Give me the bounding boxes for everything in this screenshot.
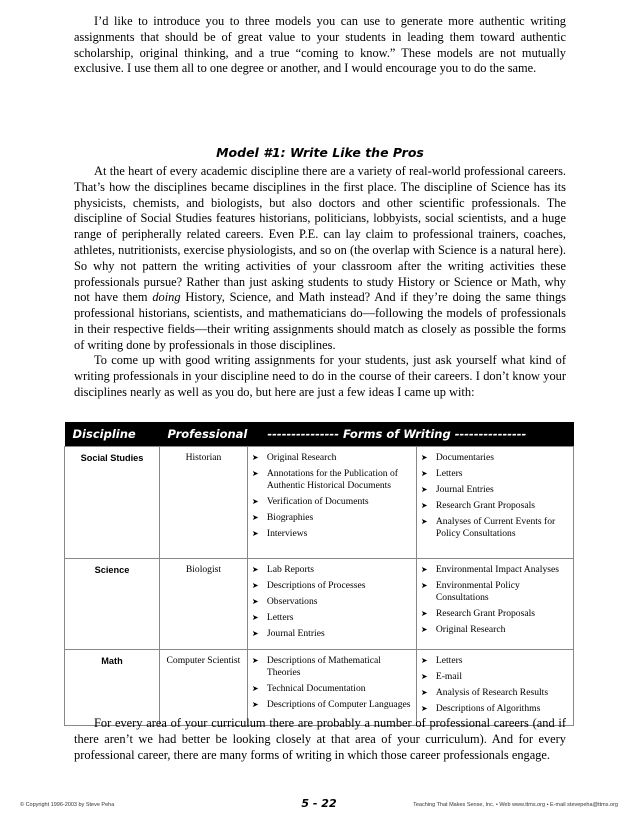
header-professional: Professional xyxy=(160,422,248,447)
list-item: ➤ Original Research xyxy=(252,452,412,464)
list-item: ➤ Letters xyxy=(421,468,569,480)
forms-list xyxy=(421,655,569,715)
list-item: ➤ Interviews xyxy=(252,528,412,540)
forms-list xyxy=(421,564,569,636)
table-row xyxy=(65,447,574,559)
cell-discipline: Math xyxy=(65,650,160,726)
header-forms-of-writing: --------------- Forms of Writing --------------- xyxy=(247,422,573,447)
list-item: ➤ Descriptions of Mathematical Theories xyxy=(252,655,412,679)
list-item: ➤ E-mail xyxy=(421,671,569,683)
list-item: ➤ Letters xyxy=(252,612,412,624)
list-item: ➤ Journal Entries xyxy=(252,628,412,640)
table-header-row xyxy=(65,422,574,447)
list-item: ➤ Technical Documentation xyxy=(252,683,412,695)
list-item: ➤ Biographies xyxy=(252,512,412,524)
forms-of-writing-table xyxy=(64,422,574,726)
list-item: ➤ Lab Reports xyxy=(252,564,412,576)
list-item: ➤ Analyses of Current Events for Policy Consultations xyxy=(421,516,569,540)
cell-professional: Computer Scientist xyxy=(160,650,248,726)
list-item: ➤ Environmental Impact Analyses xyxy=(421,564,569,576)
cell-discipline: Social Studies xyxy=(65,447,160,559)
body-paragraph-1 xyxy=(74,164,566,354)
list-item: ➤ Research Grant Proposals xyxy=(421,500,569,512)
body-paragraph-1-text: At the heart of every academic discipline there are a variety of real-world professional careers. That’s how the disciplines became disciplines in the first place. The discipline of Science has its physicists, chemists, and biologists, but also doctors and other scientific professionals. The discipline of Social Studies features historians, politicians, lobbyists, social scientists, and a huge range of peripherally related careers. Even P.E. can lay claim to professional trainers, coaches, athletes, nutritionists, exercise physiologists, and so on (the overlap with Science is a natural here). So why not pattern the writing activities of your classroom after the writing activities these professionals pursue? Rather than just asking students to study History or Science or Math, why not have them xyxy=(74,164,566,305)
list-item: ➤ Observations xyxy=(252,596,412,608)
page-number: 5 - 22 xyxy=(301,797,337,810)
cell-forms-b xyxy=(416,650,573,726)
list-item: ➤ Journal Entries xyxy=(421,484,569,496)
list-item: ➤ Documentaries xyxy=(421,452,569,464)
body-paragraph-2: To come up with good writing assignments for your students, just ask yourself what kind of writing professionals in your discipline need to do in the course of their careers. I don’t know your disciplines nearly as well as you do, but here are just a few ideas I came up with: xyxy=(74,353,566,399)
cell-professional: Biologist xyxy=(160,559,248,650)
cell-forms-b xyxy=(416,559,573,650)
list-item: ➤ Descriptions of Algorithms xyxy=(421,703,569,715)
footer-contact: Teaching That Makes Sense, Inc. • Web www.ttms.org • E-mail stevepeha@ttms.org xyxy=(413,802,618,808)
list-item: ➤ Verification of Documents xyxy=(252,496,412,508)
footer-copyright: © Copyright 1996-2003 by Steve Peha xyxy=(20,802,115,808)
intro-paragraph: I’d like to introduce you to three models you can use to generate more authentic writing assignments that should be of great value to your students in leading them toward authentic scholarship, original thinking, and a true “coming to know.” These models are not mutually exclusive. I use them all to one degree or another, and I would encourage you to do the same. xyxy=(74,14,566,76)
list-item: ➤ Letters xyxy=(421,655,569,667)
list-item: ➤ Annotations for the Publication of Authentic Historical Documents xyxy=(252,468,412,492)
table-row xyxy=(65,650,574,726)
cell-forms-a xyxy=(247,447,416,559)
cell-forms-b xyxy=(416,447,573,559)
list-item: ➤ Original Research xyxy=(421,624,569,636)
forms-list xyxy=(252,655,412,711)
list-item: ➤ Descriptions of Processes xyxy=(252,580,412,592)
list-item: ➤ Research Grant Proposals xyxy=(421,608,569,620)
cell-professional: Historian xyxy=(160,447,248,559)
header-discipline: Discipline xyxy=(65,422,160,447)
cell-forms-a xyxy=(247,650,416,726)
list-item: ➤ Descriptions of Computer Languages xyxy=(252,699,412,711)
emphasis-doing: doing xyxy=(152,290,181,305)
table-row xyxy=(65,559,574,650)
body-paragraph-1-text-end: History, Science, and Math instead? And if they’re doing the same things professional historians, scientists, and mathematicians do—following the models of professionals in their respective fields—their writing assignments should match as closely as possible the forms of writing done by professionals in those disciplines. xyxy=(74,290,566,352)
section-heading: Model #1: Write Like the Pros xyxy=(216,145,424,160)
forms-list xyxy=(252,564,412,640)
cell-discipline: Science xyxy=(65,559,160,650)
list-item: ➤ Analysis of Research Results xyxy=(421,687,569,699)
forms-list xyxy=(421,452,569,540)
forms-list xyxy=(252,452,412,540)
cell-forms-a xyxy=(247,559,416,650)
list-item: ➤ Environmental Policy Consultations xyxy=(421,580,569,604)
closing-paragraph: For every area of your curriculum there are probably a number of professional careers (and if there aren’t we had better be looking closely at that area of your curriculum). And for every professional career, there are many forms of writing in which those career professionals engage. xyxy=(74,716,566,762)
